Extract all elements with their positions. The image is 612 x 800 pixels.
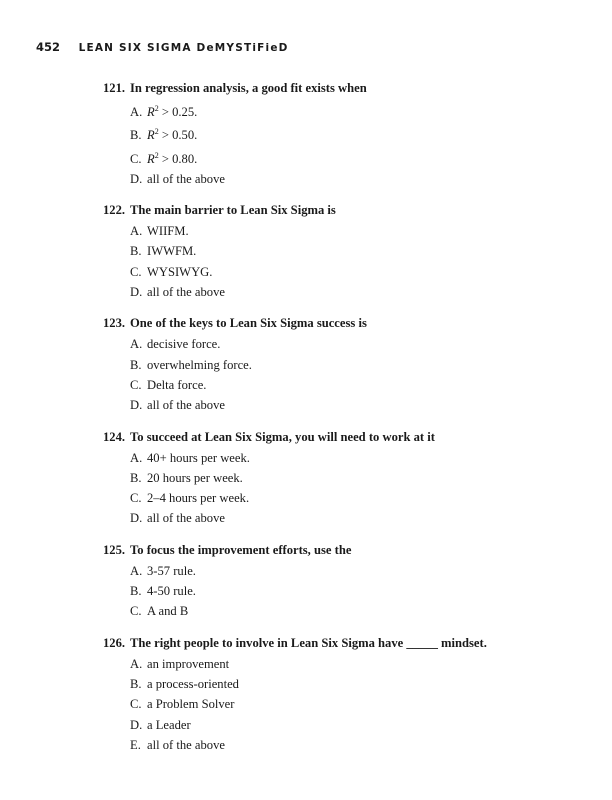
r-variable: R [147,128,155,143]
option-text: 4-50 rule. [147,584,196,599]
question-number: 126. [103,635,126,650]
superscript: 2 [154,127,159,137]
option-text: all of the above [147,511,225,526]
option-b [103,355,573,375]
option-text: an improvement [147,656,230,671]
option-c [103,375,573,395]
option-text: all of the above [147,737,225,752]
option-letter: E. [130,737,141,752]
question-number: 123. [103,316,126,331]
option-text: > 0.25. [158,105,198,119]
option-letter: A. [130,224,143,239]
option-text: WIIFM. [147,224,189,239]
option-letter: D. [130,511,143,526]
option-text: IWWFM. [147,244,197,259]
running-header [36,40,289,54]
option-letter: B. [130,470,142,485]
question-text: To succeed at Lean Six Sigma, you will need to work at it [130,429,435,444]
question-list [103,78,573,766]
option-letter: C. [130,377,142,392]
r-variable: R [147,151,155,166]
option-text: A and B [147,604,189,619]
option-letter: D. [130,285,143,300]
option-c [103,262,573,282]
option-letter: B. [130,128,142,143]
option-b [103,468,573,488]
page-number: 452 [36,40,61,54]
superscript: 2 [154,150,159,160]
question-stem [103,313,573,334]
question-text: One of the keys to Lean Six Sigma success is [130,316,367,331]
option-text: WYSIWYG. [147,264,213,279]
option-b [103,674,573,694]
question-text: The main barrier to Lean Six Sigma is [130,203,336,218]
option-a [103,654,573,674]
r-variable: R [147,105,155,119]
option-b [103,581,573,601]
question-stem [103,633,573,654]
option-text: all of the above [147,285,225,300]
option-a [103,99,573,122]
option-a [103,561,573,581]
option-text: 3-57 rule. [147,563,196,578]
option-b [103,122,573,145]
option-text: a process-oriented [147,676,239,691]
option-letter: A. [130,563,143,578]
option-d [103,282,573,302]
question-stem [103,78,573,99]
option-text: 40+ hours per week. [147,450,250,465]
question-number: 122. [103,203,126,218]
option-text: 20 hours per week. [147,470,243,485]
question-text: The right people to involve in Lean Six Sigma have _____ mindset. [130,635,487,650]
option-d [103,169,573,189]
option-b [103,241,573,261]
question-number: 124. [103,429,126,444]
option-text: all of the above [147,171,225,186]
option-c [103,601,573,621]
option-letter: B. [130,244,142,259]
superscript: 2 [154,104,159,113]
question-stem [103,427,573,448]
option-d [103,715,573,735]
option-text: > 0.80. [158,151,198,166]
question-number: 121. [103,81,126,95]
option-d [103,508,573,528]
question-123 [103,313,573,415]
option-letter: A. [130,450,143,465]
question-stem [103,540,573,561]
question-stem [103,200,573,221]
question-number: 125. [103,542,126,557]
option-text: overwhelming force. [147,357,252,372]
option-text: a Leader [147,717,191,732]
question-text: To focus the improvement efforts, use the [130,542,352,557]
option-text: Delta force. [147,377,207,392]
option-letter: C. [130,697,142,712]
option-letter: C. [130,604,142,619]
option-letter: A. [130,656,143,671]
option-c [103,694,573,714]
option-d [103,395,573,415]
question-126 [103,633,573,755]
option-text: decisive force. [147,337,221,352]
option-letter: B. [130,357,142,372]
question-122 [103,200,573,302]
option-text: a Problem Solver [147,697,235,712]
option-e [103,735,573,755]
option-c [103,488,573,508]
book-title: LEAN SIX SIGMA DeMYSTiFieD [78,42,289,54]
option-letter: D. [130,171,143,186]
option-a [103,448,573,468]
option-letter: D. [130,398,143,413]
option-letter: A. [130,337,143,352]
option-letter: C. [130,264,142,279]
option-letter: D. [130,717,143,732]
option-text: > 0.50. [158,128,198,143]
option-a [103,334,573,354]
option-letter: B. [130,676,142,691]
question-124 [103,427,573,529]
question-text: In regression analysis, a good fit exists when [130,81,367,95]
option-letter: C. [130,491,142,506]
question-121 [103,78,573,189]
option-text: all of the above [147,398,225,413]
option-letter: B. [130,584,142,599]
question-125 [103,540,573,622]
option-letter: A. [130,105,143,119]
option-c [103,146,573,169]
option-text: 2–4 hours per week. [147,491,250,506]
option-letter: C. [130,151,142,166]
option-a [103,221,573,241]
